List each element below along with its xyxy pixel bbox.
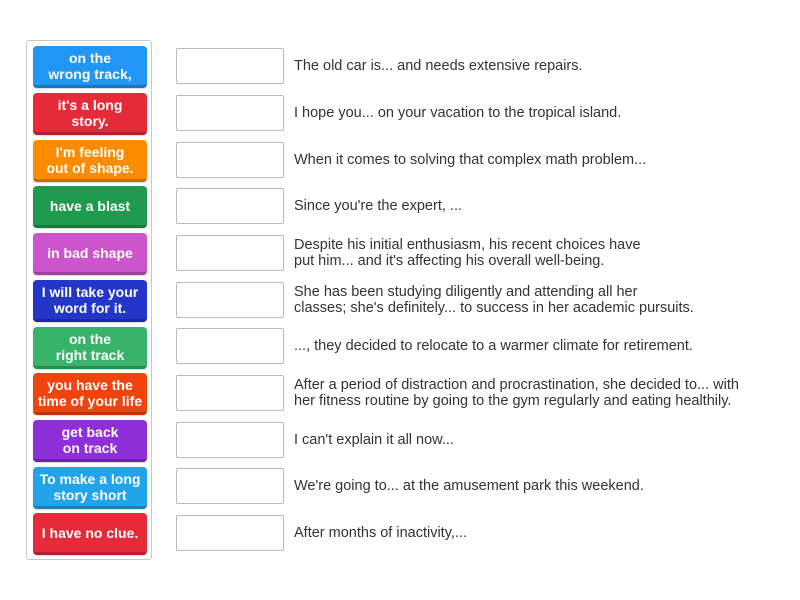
sentence-text: Since you're the expert, ... bbox=[294, 198, 462, 214]
drop-slot[interactable] bbox=[176, 188, 284, 224]
answer-bank bbox=[26, 40, 152, 560]
answer-tile[interactable]: it's a long story. bbox=[33, 93, 147, 135]
answer-tile[interactable]: have a blast bbox=[33, 186, 147, 228]
sentence-text: ..., they decided to relocate to a warmer climate for retirement. bbox=[294, 338, 693, 354]
answer-tile[interactable]: I will take your word for it. bbox=[33, 280, 147, 322]
drop-slot[interactable] bbox=[176, 468, 284, 504]
drop-slot[interactable] bbox=[176, 375, 284, 411]
drop-slot[interactable] bbox=[176, 95, 284, 131]
sentence-text: After months of inactivity,... bbox=[294, 525, 467, 541]
drop-slot[interactable] bbox=[176, 515, 284, 551]
answer-tile[interactable]: in bad shape bbox=[33, 233, 147, 275]
answer-tile[interactable]: you have the time of your life bbox=[33, 373, 147, 415]
answer-tile[interactable]: I'm feeling out of shape. bbox=[33, 140, 147, 182]
sentence-text: After a period of distraction and procrastination, she decided to... with her fitness routine by going to the gym regularly and eating healthily. bbox=[294, 377, 739, 409]
answer-tile[interactable]: I have no clue. bbox=[33, 513, 147, 555]
sentence-text: When it comes to solving that complex math problem... bbox=[294, 152, 647, 168]
answer-tile[interactable]: on the right track bbox=[33, 327, 147, 369]
sentence-text: We're going to... at the amusement park this weekend. bbox=[294, 478, 644, 494]
answer-tile[interactable]: To make a long story short bbox=[33, 467, 147, 509]
sentence-text: The old car is... and needs extensive repairs. bbox=[294, 58, 583, 74]
sentence-text: She has been studying diligently and attending all her classes; she's definitely... to success in her academic pursuits. bbox=[294, 284, 694, 316]
answer-tile[interactable]: on the wrong track, bbox=[33, 46, 147, 88]
sentence-text: Despite his initial enthusiasm, his recent choices have put him... and it's affecting his overall well-being. bbox=[294, 237, 641, 269]
sentence-text: I hope you... on your vacation to the tropical island. bbox=[294, 105, 622, 121]
drop-slot[interactable] bbox=[176, 282, 284, 318]
drop-slot[interactable] bbox=[176, 142, 284, 178]
drop-slot[interactable] bbox=[176, 422, 284, 458]
sentence-text: I can't explain it all now... bbox=[294, 432, 454, 448]
drop-slot[interactable] bbox=[176, 328, 284, 364]
answer-tile[interactable]: get back on track bbox=[33, 420, 147, 462]
drop-slot[interactable] bbox=[176, 48, 284, 84]
drop-slot[interactable] bbox=[176, 235, 284, 271]
